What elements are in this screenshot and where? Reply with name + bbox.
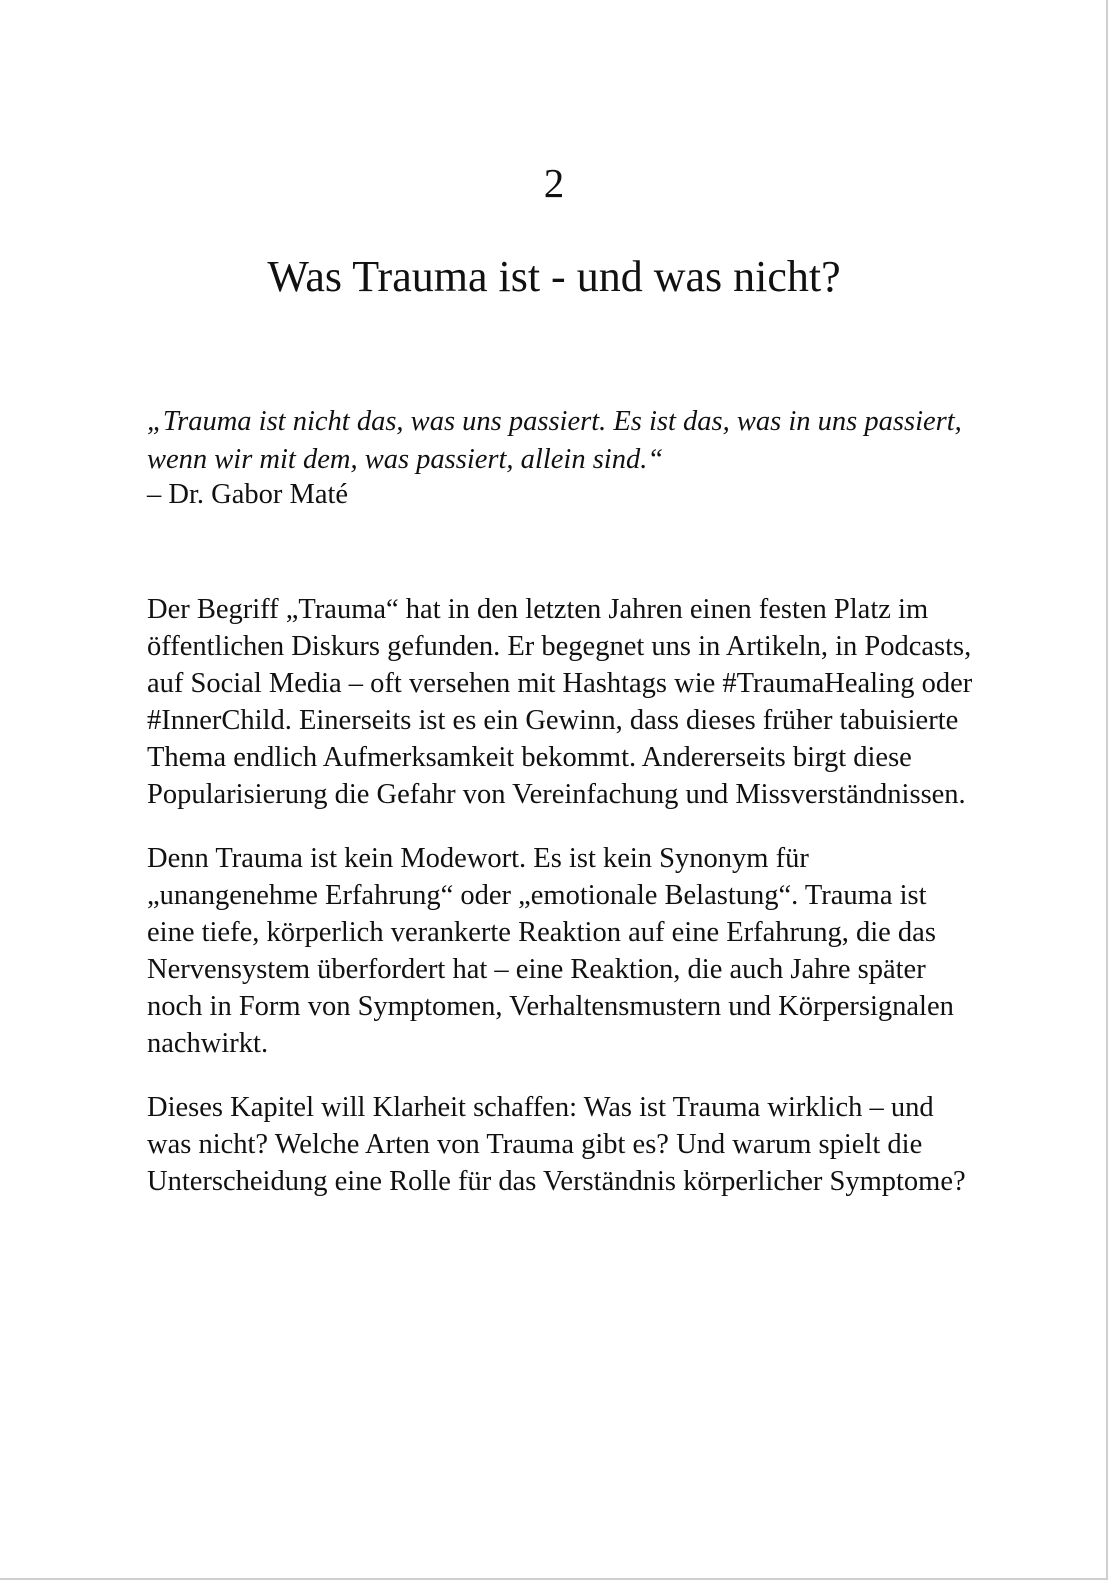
- chapter-number: 2: [543, 160, 565, 206]
- paragraph: Denn Trauma ist kein Modewort. Es ist kein Synonym für „unangenehme Erfahrung“ oder „emotionale Belastung“. Trauma ist eine tiefe, körperlich verankerte Reaktion auf eine Erfahrung, die das Nervensystem überfordert hat – eine Reaktion, die auch Jahre später noch in Form von Symptomen, Verhaltensmustern und Körpersignalen nachwirkt.: [147, 843, 954, 1059]
- chapter-title: Was Trauma ist - und was nicht?: [267, 252, 841, 301]
- paragraph: Der Begriff „Trauma“ hat in den letzten Jahren einen festen Platz im öffentlichen Diskurs gefunden. Er begegnet uns in Artikeln, in Podcasts, auf Social Media – oft versehen mit Hashtags wie #TraumaHealing oder #InnerChild. Einerseits ist es ein Gewinn, dass dieses früher tabuisierte Thema endlich Aufmerksamkeit bekommt. Andererseits birgt diese Popularisierung die Gefahr von Vereinfachung und Missverständnissen.: [147, 594, 973, 810]
- epigraph: [147, 403, 977, 514]
- epigraph-quote: „Trauma ist nicht das, was uns passiert. Es ist das, was in uns passiert, wenn wir mit dem, was passiert, allein sind.“: [147, 406, 962, 475]
- epigraph-author: – Dr. Gabor Maté: [147, 479, 349, 510]
- paragraph: Dieses Kapitel will Klarheit schaffen: Was ist Trauma wirklich – und was nicht? Welche Arten von Trauma gibt es? Und warum spielt die Unterscheidung eine Rolle für das Verständnis körperlicher Symptome?: [147, 1092, 966, 1197]
- chapter-body: [147, 591, 977, 1227]
